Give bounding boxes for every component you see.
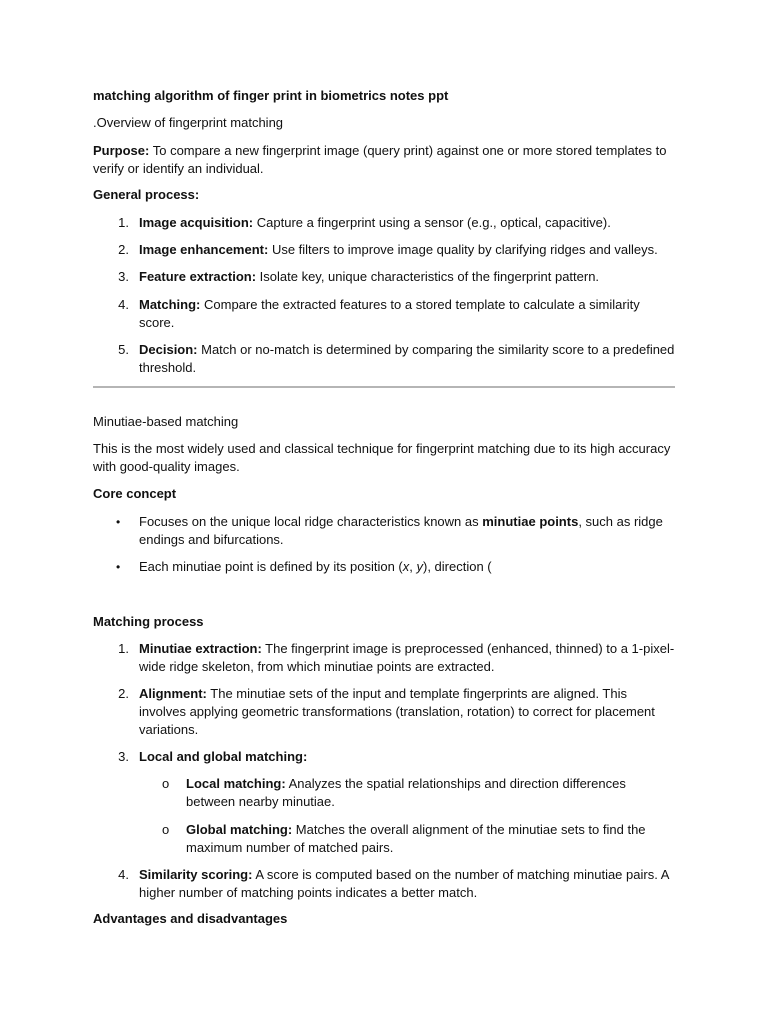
list-number: 1. (118, 215, 129, 230)
list-item-text: Isolate key, unique characteristics of the fingerprint pattern. (256, 269, 600, 284)
list-number: 2. (118, 686, 129, 701)
sub-item-text: Analyzes the spatial relationships and direction differences between nearby minutiae. (186, 776, 626, 809)
list-item-text: A score is computed based on the number of matching minutiae pairs. A higher number of matching points indicates a better match. (139, 867, 669, 900)
list-item-text: The minutiae sets of the input and template fingerprints are aligned. This involves applying geometric transformations (translation, rotation) to correct for placement variations. (139, 686, 655, 737)
advantages-heading: Advantages and disadvantages (93, 911, 288, 926)
list-item-text: The fingerprint image is preprocessed (enhanced, thinned) to a 1-pixel-wide ridge skeleton, from which minutiae points are extracted. (139, 641, 675, 674)
matching-process-heading: Matching process (93, 614, 204, 629)
bullet-italic-y: y (416, 559, 423, 574)
overview-heading: .Overview of fingerprint matching (93, 115, 284, 130)
bullet-icon: • (116, 515, 121, 529)
list-item-label: Matching: (139, 297, 201, 312)
document-title: matching algorithm of finger print in biometrics notes ppt (93, 88, 449, 103)
list-item-text: Compare the extracted features to a stored template to calculate a similarity score. (139, 297, 640, 330)
bullet-text: ), direction ( (423, 559, 492, 574)
minutiae-intro: This is the most widely used and classical technique for fingerprint matching due to its high accuracy with good-quality images. (93, 441, 671, 474)
bullet-bold-text: minutiae points (482, 514, 579, 529)
list-item-text: Capture a fingerprint using a sensor (e.g., optical, capacitive). (253, 215, 611, 230)
list-item-label: Local and global matching: (139, 749, 308, 764)
list-number: 2. (118, 242, 129, 257)
purpose-label: Purpose: (93, 143, 150, 158)
horizontal-rule (93, 386, 675, 388)
list-number: 3. (118, 269, 129, 284)
list-item-label: Decision: (139, 342, 198, 357)
circle-bullet-icon: o (162, 822, 170, 837)
purpose-paragraph (93, 142, 675, 178)
core-concept-heading: Core concept (93, 486, 177, 501)
sub-item-text: Matches the overall alignment of the minutiae sets to find the maximum number of matched pairs. (186, 822, 646, 855)
list-item-text: Match or no-match is determined by comparing the similarity score to a predefined threshold. (139, 342, 675, 375)
list-item-label: Feature extraction: (139, 269, 257, 284)
purpose-text: To compare a new fingerprint image (query print) against one or more stored templates to verify or identify an individual. (93, 143, 667, 176)
bullet-text: , (409, 559, 417, 574)
list-number: 1. (118, 641, 129, 656)
bullet-text: Focuses on the unique local ridge characteristics known as (139, 514, 483, 529)
list-item-label: Minutiae extraction: (139, 641, 262, 656)
list-number: 4. (118, 867, 129, 882)
list-number: 4. (118, 297, 129, 312)
list-number: 5. (118, 342, 129, 357)
list-item-label: Similarity scoring: (139, 867, 253, 882)
general-process-heading: General process: (93, 187, 200, 202)
minutiae-heading: Minutiae-based matching (93, 414, 239, 429)
bullet-icon: • (116, 560, 121, 574)
circle-bullet-icon: o (162, 776, 170, 791)
list-item-label: Alignment: (139, 686, 207, 701)
list-number: 3. (118, 749, 129, 764)
bullet-italic-x: x (402, 559, 410, 574)
bullet-text: , such as ridge endings and bifurcations. (139, 514, 663, 547)
bullet-text: Each minutiae point is defined by its position ( (139, 559, 403, 574)
list-item-label: Image acquisition: (139, 215, 254, 230)
list-item-label: Image enhancement: (139, 242, 269, 257)
sub-item-label: Local matching: (186, 776, 286, 791)
sub-item-label: Global matching: (186, 822, 293, 837)
list-item-text: Use filters to improve image quality by clarifying ridges and valleys. (268, 242, 658, 257)
